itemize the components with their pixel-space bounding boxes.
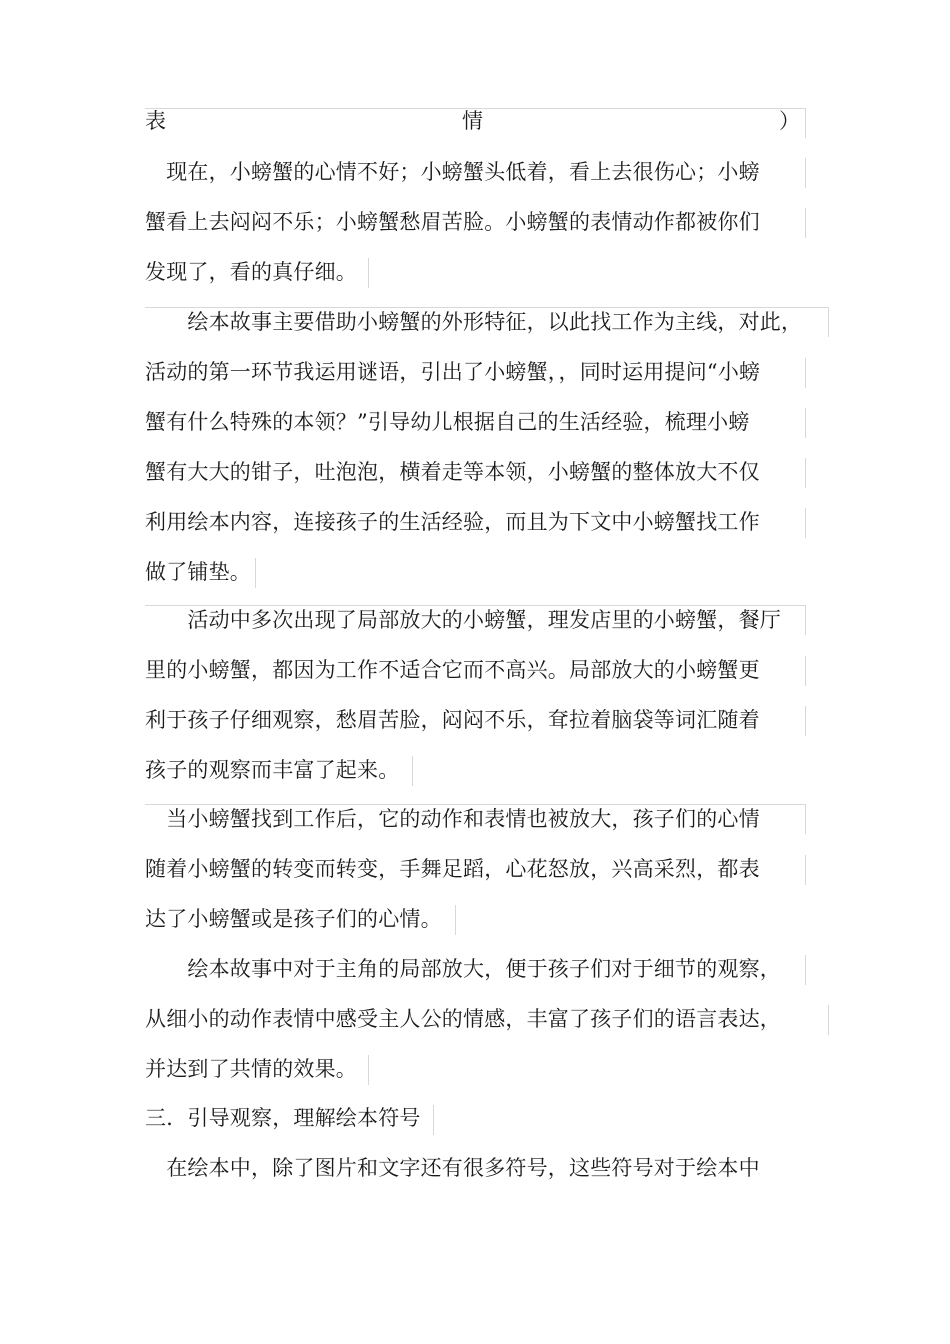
section-heading: 三．引导观察，理解绘本符号 [145, 1106, 421, 1130]
frame-border [805, 208, 806, 238]
frame-border [805, 358, 806, 388]
paragraph-line: 并达到了共情的效果。 [145, 1057, 357, 1081]
paragraph-line: 孩子的观察而丰富了起来。 [145, 758, 400, 782]
paragraph-line: 从细小的动作表情中感受主人公的情感，丰富了孩子们的语言表达， [145, 1007, 781, 1031]
paragraph-line: 蟹有什么特殊的本领？”引导幼儿根据自己的生活经验，梳理小螃 [145, 410, 750, 434]
frame-border [805, 458, 806, 488]
frame-border [805, 605, 806, 635]
frame-border [805, 408, 806, 438]
paragraph-line: 现在，小螃蟹的心情不好；小螃蟹头低着，看上去很伤心；小螃 [145, 160, 760, 184]
frame-border [805, 955, 806, 985]
frame-border [455, 905, 456, 935]
frame-border [255, 558, 256, 588]
paragraph-line: 利于孩子仔细观察，愁眉苦脸，闷闷不乐，耷拉着脑袋等词汇随着 [145, 708, 760, 732]
frame-border [828, 1005, 829, 1035]
paragraph-line: 在绘本中，除了图片和文字还有很多符号，这些符号对于绘本中 [145, 1156, 760, 1180]
paragraph-line: 发现了，看的真仔细。 [145, 260, 357, 284]
header-char: ） [779, 109, 800, 133]
header-char: 情 [462, 109, 483, 133]
frame-border [805, 508, 806, 538]
frame-border [368, 258, 369, 288]
paragraph-line: 活动中多次出现了局部放大的小螃蟹，理发店里的小螃蟹，餐厅 [145, 608, 781, 632]
paragraph-line: 做了铺垫。 [145, 560, 251, 584]
frame-border [433, 1105, 434, 1135]
frame-border [805, 855, 806, 885]
header-char: 表 [145, 109, 166, 133]
paragraph-line: 绘本故事主要借助小螃蟹的外形特征，以此找工作为主线，对此， [145, 310, 803, 334]
frame-border [368, 1055, 369, 1085]
frame-border [828, 307, 829, 337]
paragraph-line: 蟹看上去闷闷不乐；小螃蟹愁眉苦脸。小螃蟹的表情动作都被你们 [145, 210, 760, 234]
frame-border [805, 108, 806, 138]
paragraph-line: 蟹有大大的钳子，吐泡泡，横着走等本领，小螃蟹的整体放大不仅 [145, 460, 760, 484]
frame-border [412, 756, 413, 786]
frame-border [805, 656, 806, 686]
header-spread-line [145, 106, 800, 136]
frame-border [805, 804, 806, 834]
paragraph-line: 活动的第一环节我运用谜语，引出了小螃蟹，，同时运用提问“小螃 [145, 360, 761, 384]
paragraph-line: 绘本故事中对于主角的局部放大，便于孩子们对于细节的观察， [145, 957, 781, 981]
paragraph-line: 达了小螃蟹或是孩子们的心情。 [145, 907, 442, 931]
paragraph-line: 随着小螃蟹的转变而转变，手舞足蹈，心花怒放，兴高采烈，都表 [145, 857, 760, 881]
paragraph-line: 利用绘本内容，连接孩子的生活经验，而且为下文中小螃蟹找工作 [145, 510, 760, 534]
paragraph-line: 当小螃蟹找到工作后，它的动作和表情也被放大，孩子们的心情 [145, 807, 760, 831]
frame-border [805, 158, 806, 188]
paragraph-line: 里的小螃蟹，都因为工作不适合它而不高兴。局部放大的小螃蟹更 [145, 658, 760, 682]
frame-border [805, 706, 806, 736]
